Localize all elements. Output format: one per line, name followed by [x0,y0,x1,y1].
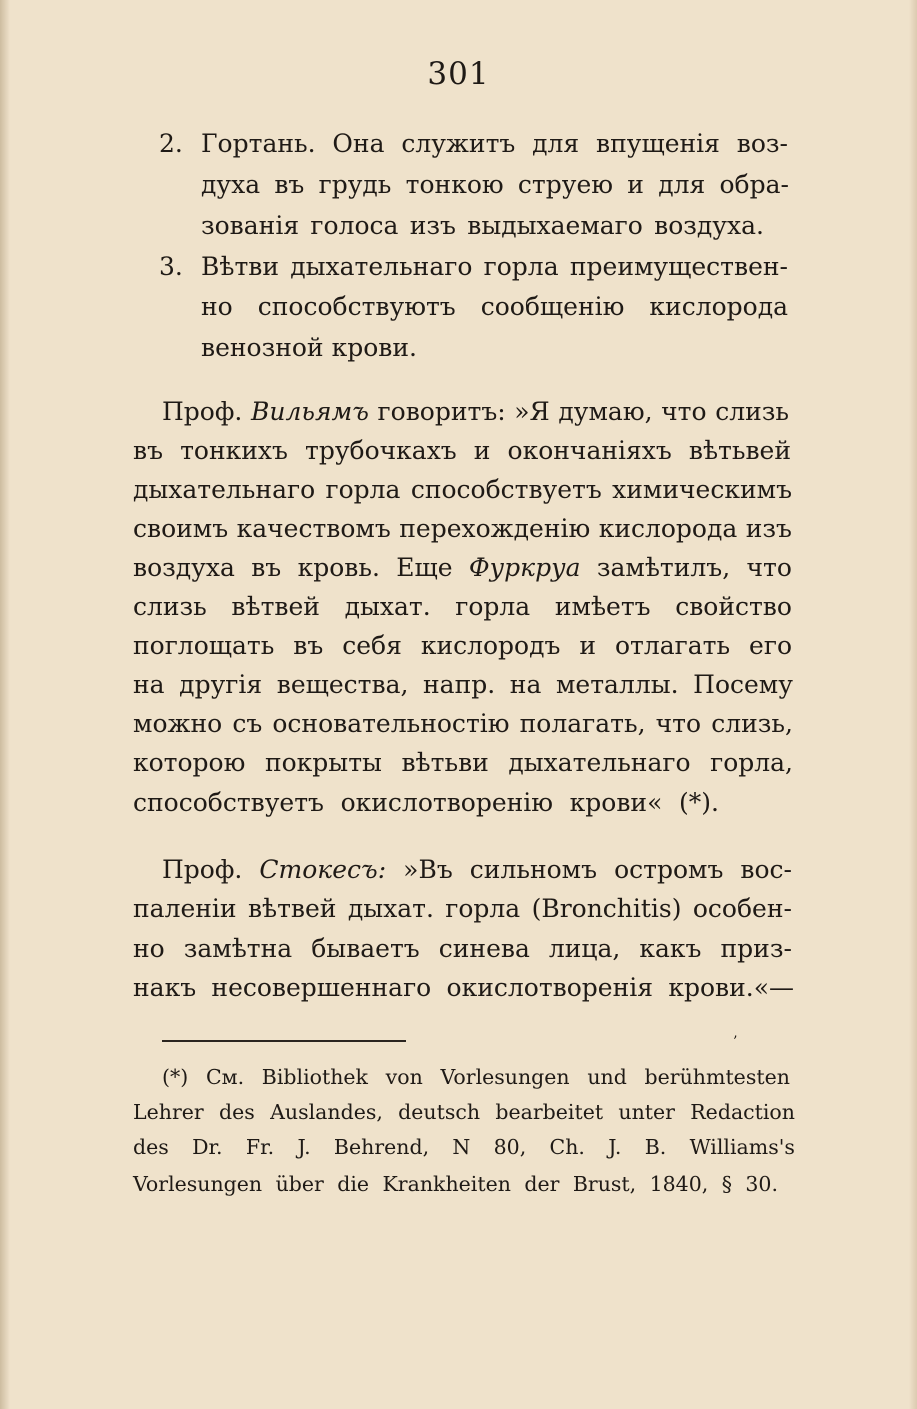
list-item-line: Вѣтви дыхательнаго горла преимуществен- [201,252,788,281]
paragraph-line: накъ несовершеннаго окислотворенія крови.«— [133,973,794,1002]
paragraph-line: но замѣтна бываетъ синева лица, какъ приз- [133,934,792,963]
paragraph-line: на другія вещества, напр. на металлы. Посему [133,670,793,699]
list-item-line: но способствуютъ сообщенію кислорода [201,292,788,321]
list-item-number: 3. [159,252,183,281]
paragraph-line: паленіи вѣтвей дыхат. горла (Bronchitis) особен- [133,894,792,923]
page-edge-right [909,0,917,1409]
paragraph-line: воздуха въ кровь. Еще Фуркруа замѣтилъ, что [133,553,792,582]
list-item-line: Гортань. Она служитъ для впущенія воз- [201,129,788,158]
paragraph-line: которою покрыты вѣтьви дыхательнаго горла, [133,748,793,777]
list-item-line: венозной крови. [201,333,417,362]
paragraph-line: способствуетъ окислотворенію крови« (*). [133,788,719,817]
paragraph-line: дыхательнаго горла способствуетъ химическимъ [133,475,792,504]
footnote-line: Vorlesungen über die Krankheiten der Brust, 1840, § 30. [133,1172,778,1196]
list-item-number: 2. [159,129,183,158]
paragraph-line: можно съ основательностію полагать, что слизь, [133,709,793,738]
footnote-line: des Dr. Fr. J. Behrend, N 80, Ch. J. B. Williams's [133,1135,795,1159]
paragraph-line: Проф. Вильямъ говоритъ: »Я думаю, что слизь [162,397,789,426]
paragraph-line: въ тонкихъ трубочкахъ и окончаніяхъ вѣтьвей [133,436,791,465]
footnote-line: Lehrer des Auslandes, deutsch bearbeitet unter Redaction [133,1100,795,1124]
paragraph-line: слизь вѣтвей дыхат. горла имѣетъ свойство [133,592,792,621]
list-item-line: зованія голоса изъ выдыхаемаго воздуха. [201,211,764,240]
footnote-line: (*) См. Bibliothek von Vorlesungen und berühmtesten [162,1065,790,1089]
page-number: 301 [427,56,490,92]
separator-mark: ’ [733,1034,738,1050]
paragraph-line: поглощать въ себя кислородъ и отлагать его [133,631,792,660]
paragraph-line: своимъ качествомъ перехожденію кислорода изъ [133,514,792,543]
page-edge-left [0,0,10,1409]
footnote-rule [162,1040,406,1042]
list-item-line: духа въ грудь тонкою струею и для обра- [201,170,789,199]
paragraph-line: Проф. Стокесъ: »Въ сильномъ остромъ вос- [162,855,792,884]
